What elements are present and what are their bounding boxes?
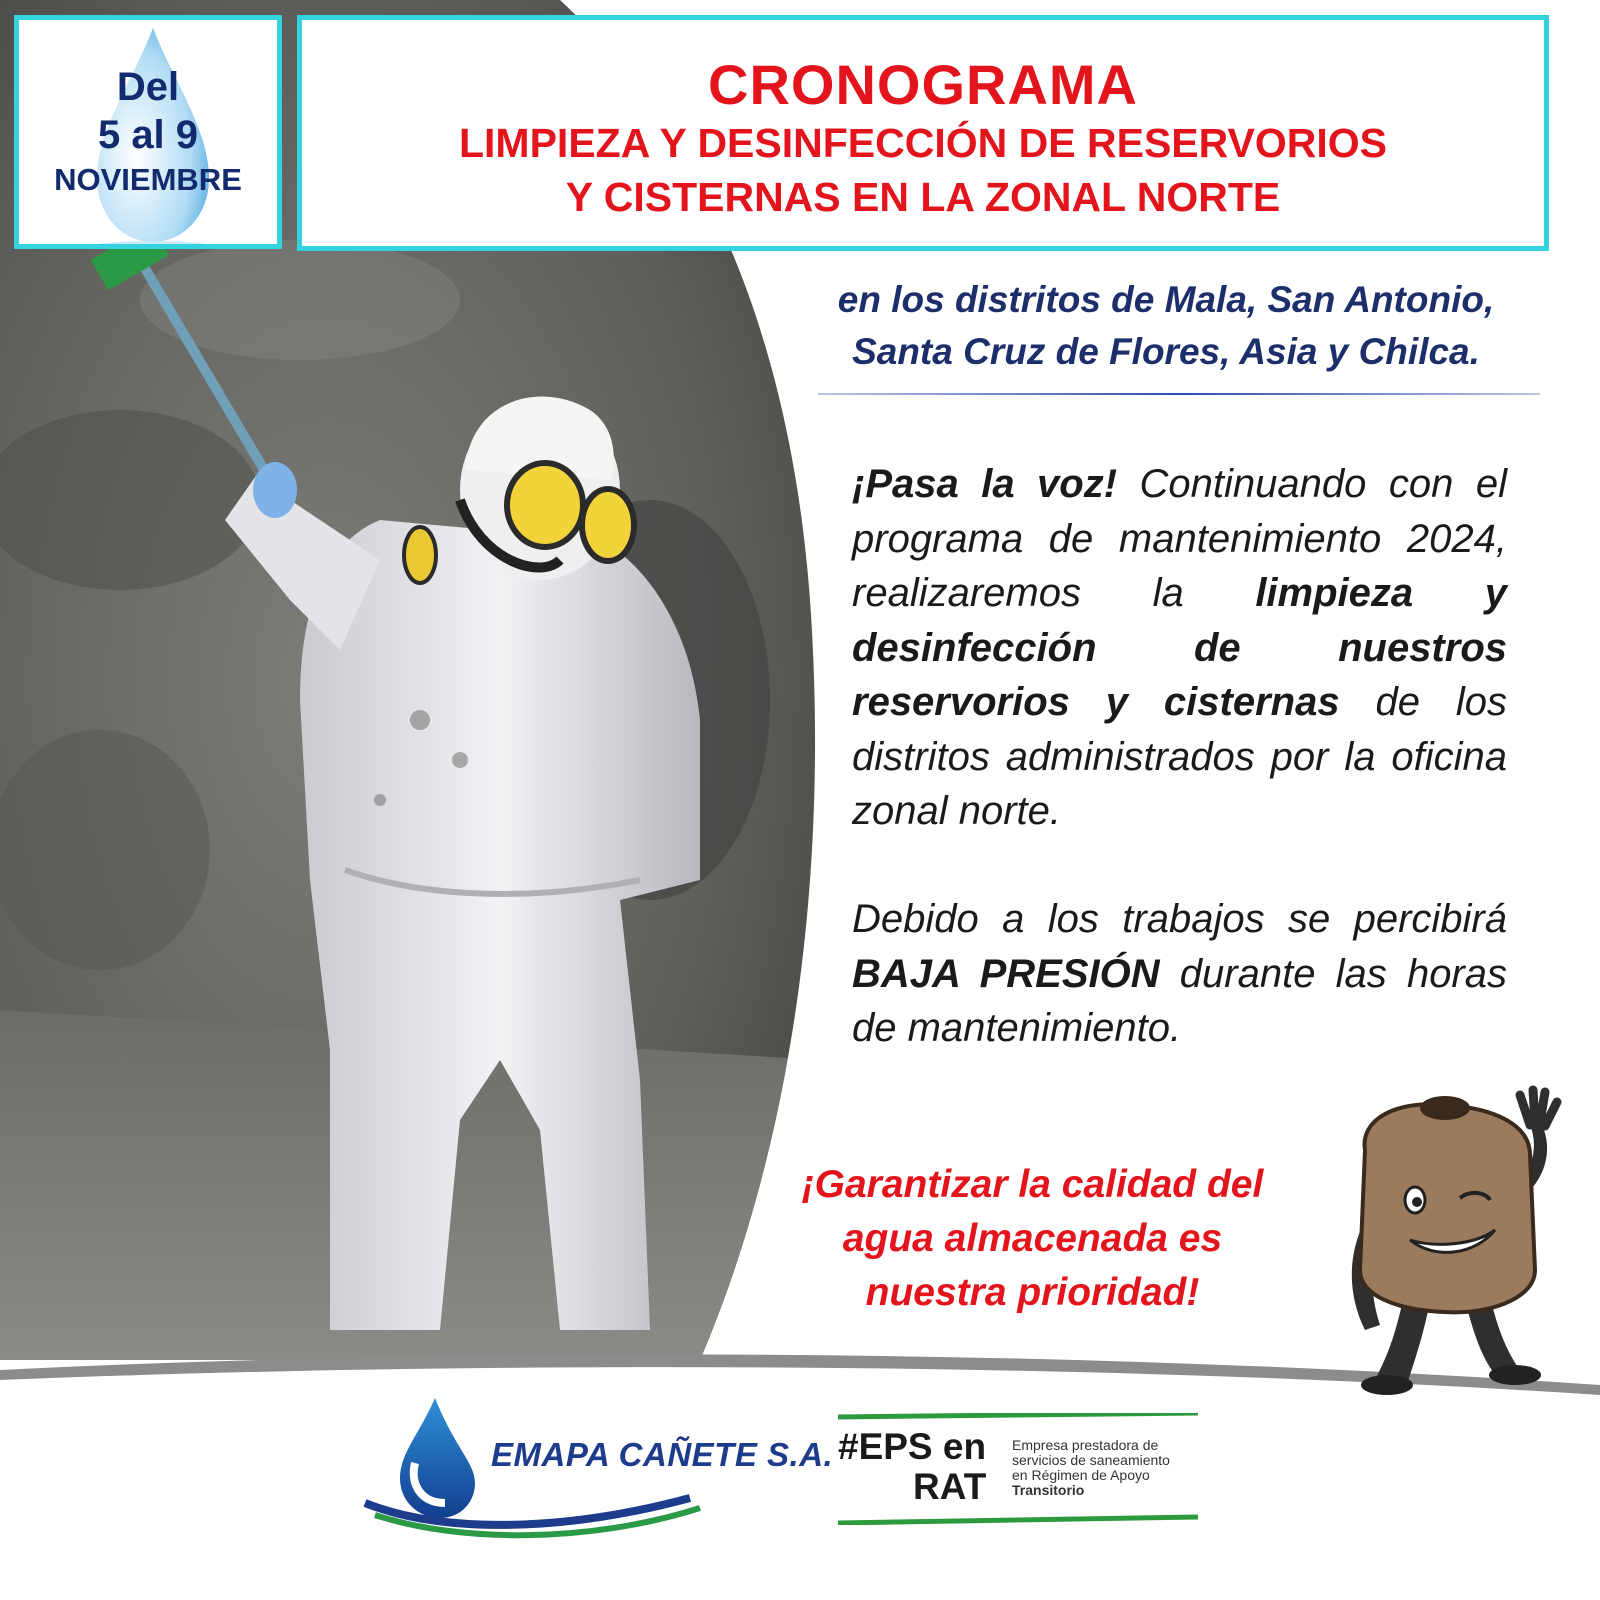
- date-range: 5 al 9: [97, 113, 199, 157]
- paragraph1-bold: limpieza y desinfección de nuestros reservorios y cisternas: [852, 571, 1507, 724]
- eps-desc-line4: Transitorio: [1012, 1482, 1085, 1498]
- districts-line1: en los distritos de Mala, San Antonio,: [837, 279, 1495, 320]
- closing-line1: ¡Garantizar la calidad del: [801, 1163, 1264, 1206]
- closing-line2: agua almacenada es: [842, 1217, 1223, 1260]
- lead-text: ¡Pasa la voz!: [852, 462, 1118, 506]
- date-from-label: Del: [116, 65, 180, 109]
- eps-desc-line3: en Régimen de Apoyo: [1012, 1467, 1150, 1483]
- eps-desc-line1: Empresa prestadora de: [1012, 1437, 1159, 1453]
- date-box: [14, 15, 282, 249]
- title-subtitle-line2: Y CISTERNAS EN LA ZONAL NORTE: [565, 174, 1281, 220]
- title-subtitle-line1: LIMPIEZA Y DESINFECCIÓN DE RESERVORIOS: [459, 120, 1387, 166]
- title-box: [297, 15, 1549, 251]
- closing-message: [745, 1158, 1320, 1320]
- date-month: NOVIEMBRE: [54, 162, 242, 197]
- eps-rat-label: RAT: [913, 1466, 987, 1507]
- emapa-brand-name: EMAPA CAÑETE S.A.: [491, 1436, 834, 1473]
- pressure-paragraph: [852, 892, 1507, 1056]
- divider: [818, 393, 1540, 395]
- closing-line3: nuestra prioridad!: [865, 1271, 1200, 1314]
- tank-mascot-icon: [1335, 1080, 1575, 1410]
- eps-description: [1012, 1438, 1212, 1498]
- eps-hashtag: #EPS en: [838, 1426, 987, 1467]
- paragraph1-text2: de los distritos administrados por la oficina zonal norte.: [852, 680, 1507, 833]
- announcement-paragraph: [852, 457, 1507, 839]
- paragraph2-bold: BAJA PRESIÓN: [852, 951, 1160, 996]
- paragraph2-text1: Debido a los trabajos se percibirá: [852, 897, 1507, 941]
- eps-desc-line2: servicios de saneamiento: [1012, 1452, 1170, 1468]
- page-title: CRONOGRAMA: [708, 53, 1138, 116]
- districts-text: [760, 274, 1572, 378]
- paragraph2-text2: durante las horas de mantenimiento.: [852, 951, 1507, 1050]
- paragraph1-text1: Continuando con el programa de mantenimiento 2024, realizaremos la: [852, 462, 1507, 615]
- districts-line2: Santa Cruz de Flores, Asia y Chilca.: [852, 331, 1480, 372]
